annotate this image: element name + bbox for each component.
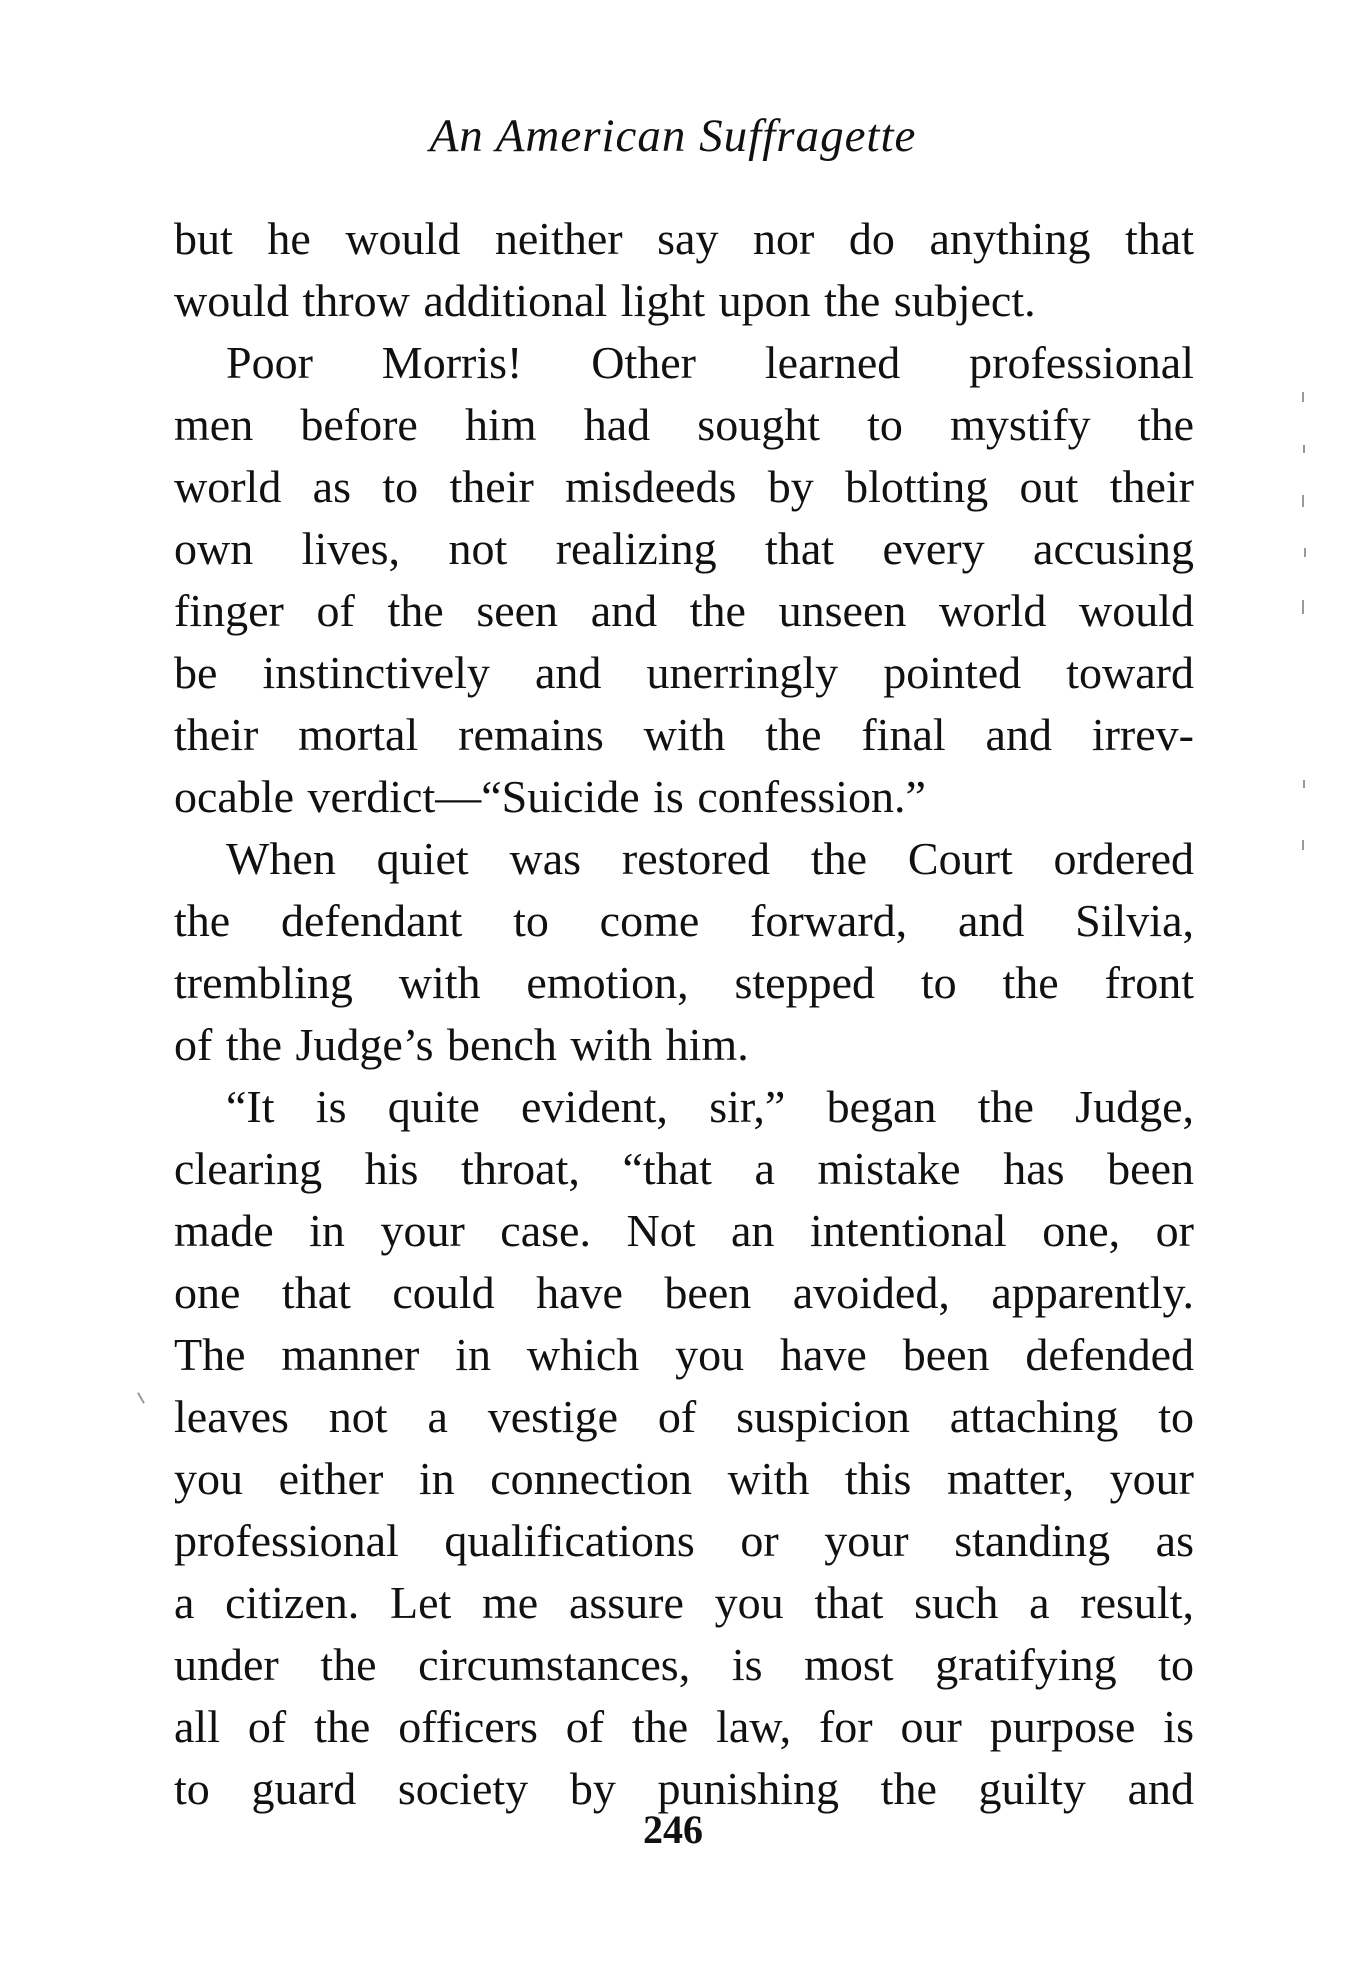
text-line: finger of the seen and the unseen world would	[174, 585, 1194, 636]
text-line: leaves not a vestige of suspicion attaching to	[174, 1391, 1194, 1442]
text-line: professional qualifications or your standing as	[174, 1515, 1194, 1566]
scan-speck	[137, 1392, 145, 1403]
text-line: their mortal remains with the final and irrev-	[174, 709, 1194, 760]
page-number: 246	[643, 1807, 703, 1852]
text-line: you either in connection with this matter, your	[174, 1453, 1194, 1504]
scan-speck	[1303, 780, 1305, 788]
text-line: of the Judge’s bench with him.	[174, 1019, 749, 1070]
text-line: world as to their misdeeds by blotting out their	[174, 461, 1194, 512]
text-line: be instinctively and unerringly pointed toward	[174, 647, 1194, 698]
scan-speck	[1303, 445, 1305, 453]
text-line: would throw additional light upon the subject.	[174, 275, 1036, 326]
text-line: the defendant to come forward, and Silvia,	[174, 895, 1194, 946]
text-line: When quiet was restored the Court ordered	[226, 833, 1194, 884]
text-line: to guard society by punishing the guilty and	[174, 1763, 1194, 1814]
text-line: ocable verdict—“Suicide is confession.”	[174, 771, 926, 822]
text-line: trembling with emotion, stepped to the front	[174, 957, 1194, 1008]
scan-speck	[1304, 548, 1306, 557]
scan-speck	[1302, 600, 1304, 614]
text-line: own lives, not realizing that every accusing	[174, 523, 1194, 574]
running-head: An American Suffragette	[429, 110, 917, 162]
text-line: all of the officers of the law, for our purpose is	[174, 1701, 1194, 1752]
text-line: The manner in which you have been defended	[174, 1329, 1194, 1380]
text-line: a citizen. Let me assure you that such a result,	[174, 1577, 1194, 1628]
text-line: “It is quite evident, sir,” began the Judge,	[226, 1081, 1194, 1132]
text-line: Poor Morris! Other learned professional	[226, 337, 1194, 388]
text-line: clearing his throat, “that a mistake has been	[174, 1143, 1194, 1194]
text-line: men before him had sought to mystify the	[174, 399, 1194, 450]
text-line: made in your case. Not an intentional one, or	[174, 1205, 1194, 1256]
scan-speck	[1302, 392, 1304, 402]
body-text	[174, 208, 1194, 1820]
text-line: but he would neither say nor do anything that	[174, 213, 1194, 264]
scan-speck	[1302, 495, 1304, 507]
scan-speck	[1302, 840, 1304, 850]
text-line: under the circumstances, is most gratifying to	[174, 1639, 1194, 1690]
text-line: one that could have been avoided, apparently.	[174, 1267, 1194, 1318]
